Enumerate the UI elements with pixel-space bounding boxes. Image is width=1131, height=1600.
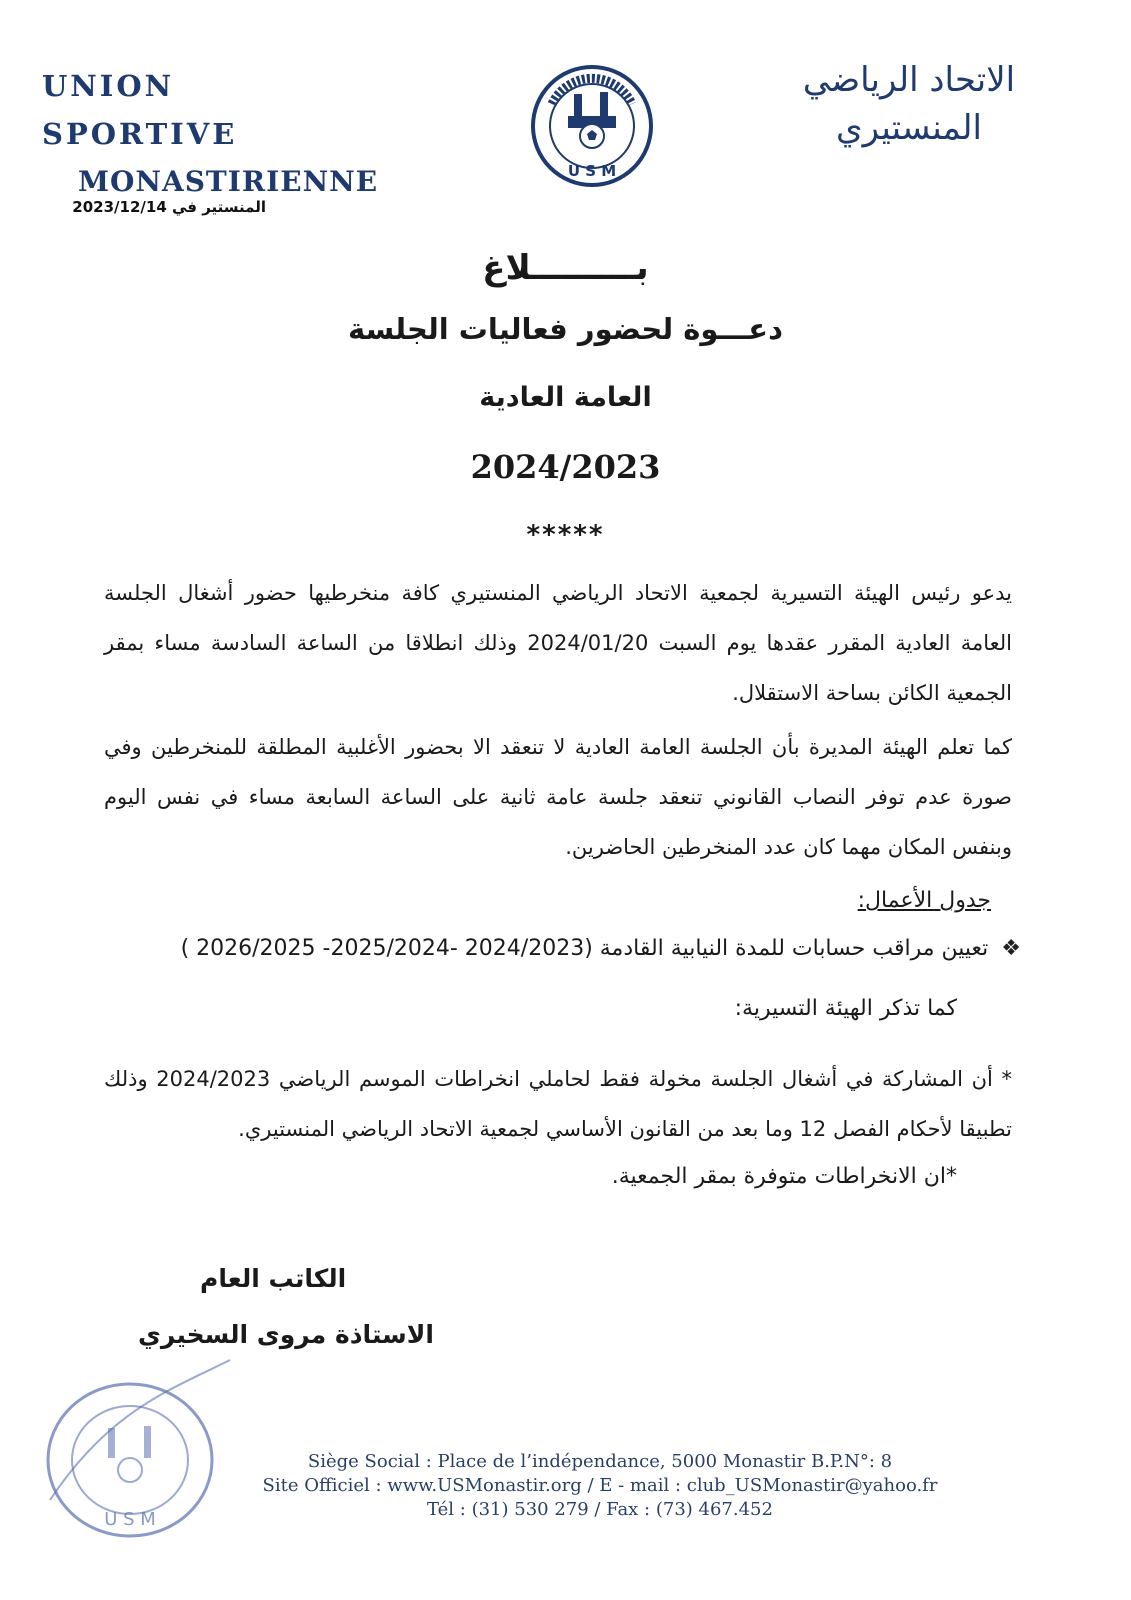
club-name-french-line2: MONASTIRIENNE xyxy=(78,165,379,198)
reminder-heading: كما تذكر الهيئة التسيرية: xyxy=(734,996,957,1021)
separator-stars: ***** xyxy=(526,520,605,550)
season-title: 2024/2023 xyxy=(470,448,661,486)
official-stamp-icon xyxy=(20,1350,250,1550)
paragraph-membership: *ان الانخراطات متوفرة بمقر الجمعية. xyxy=(611,1164,957,1189)
assembly-title: العامة العادية xyxy=(479,382,652,413)
footer xyxy=(240,1450,960,1522)
invitation-title: دعـــوة لحضور فعاليات الجلسة xyxy=(348,312,783,346)
paragraph-invitation: يدعو رئيس الهيئة التسيرية لجمعية الاتحاد الرياضي المنستيري كافة منخرطيها حضور أشغال الجلسة العامة العادية المقرر عقدها يوم السبت 2024/01/20 وذلك انطلاقا من الساعة السادسة مساء بمقر الجمعية الكائن بساحة الاستقلال. xyxy=(104,581,1012,705)
signature-title: الكاتب العام xyxy=(200,1264,347,1293)
footer-phone-fax: Tél : (31) 530 279 / Fax : (73) 467.452 xyxy=(427,1499,773,1520)
agenda-heading: جدول الأعمال: xyxy=(857,888,991,913)
paragraph-eligibility: * أن المشاركة في أشغال الجلسة مخولة فقط لحاملي انخراطات الموسم الرياضي 2024/2023 وذلك تطبيقا لأحكام الفصل 12 وما بعد من القانون الأساسي لجمعية الاتحاد الرياضي المنستيري. xyxy=(104,1067,1013,1141)
club-name-french-line1: UNION SPORTIVE xyxy=(42,69,238,151)
footer-address: Siège Social : Place de l’indépendance, 5000 Monastir B.P.N°: 8 xyxy=(307,1451,893,1472)
footer-website-email: Site Officiel : www.USMonastir.org / E - mail : club_USMonastir@yahoo.fr xyxy=(262,1475,938,1496)
agenda-item-text: تعيين مراقب حسابات للمدة النيابية القادمة (2024/2023 -2025/2024- 2026/2025 ) xyxy=(180,936,989,961)
paragraph-quorum: كما تعلم الهيئة المديرة بأن الجلسة العامة العادية لا تنعقد الا بحضور الأغلبية المطلقة للمنخرطين وفي صورة عدم توفر النصاب القانوني تنعقد جلسة عامة ثانية على الساعة السابعة مساء في نفس اليوم وبنفس المكان مهما كان عدد المنخرطين الحاضرين. xyxy=(104,735,1012,859)
club-name-french xyxy=(42,62,382,206)
club-name-arabic-line2: المنستيري xyxy=(836,108,982,148)
diamond-bullet-icon: ❖ xyxy=(1001,936,1021,961)
club-crest-icon xyxy=(530,64,654,188)
announcement-title: بـــــــــلاغ xyxy=(482,248,649,288)
club-name-arabic xyxy=(749,56,1069,152)
signature-name: الاستاذة مروى السخيري xyxy=(138,1320,434,1349)
club-name-arabic-line1: الاتحاد الرياضي xyxy=(802,60,1016,100)
stamp-text: U S M xyxy=(104,1509,156,1530)
date-line: المنستير في 2023/12/14 xyxy=(72,198,266,216)
logo-text: U S M xyxy=(567,162,617,180)
agenda-item xyxy=(121,936,1021,961)
